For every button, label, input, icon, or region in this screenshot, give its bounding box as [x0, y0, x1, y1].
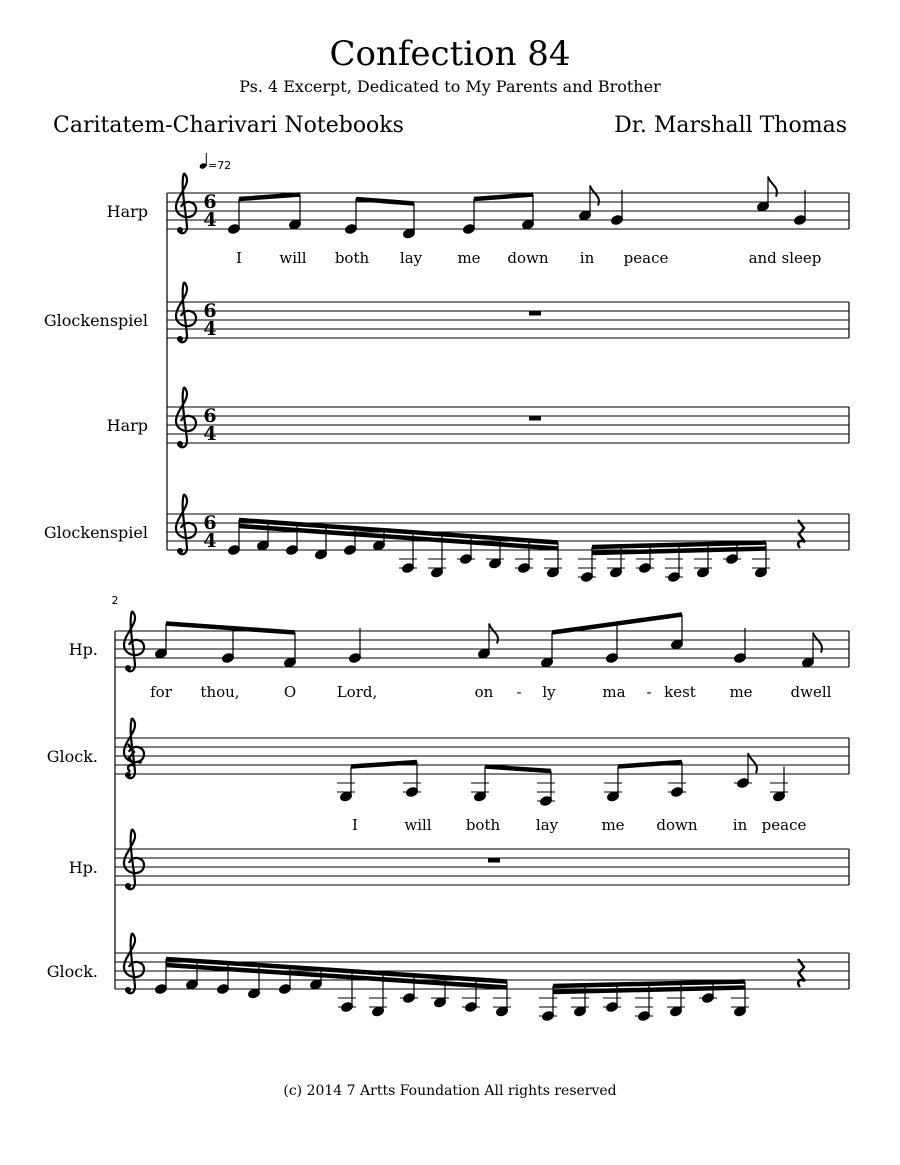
treble-clef-stroke — [176, 282, 196, 342]
lyric-syllable: lay — [535, 816, 559, 834]
note-beam — [553, 988, 745, 993]
quarter-rest-icon — [798, 959, 805, 987]
treble-clef-icon — [124, 611, 144, 671]
treble-clef-stroke — [176, 494, 196, 554]
lyric-syllable: both — [465, 816, 501, 834]
lyric-syllable: peace — [623, 249, 669, 267]
quarter-rest-icon — [798, 520, 805, 548]
instrument-label: Harp — [106, 416, 148, 435]
time-signature-denominator: 4 — [203, 318, 217, 340]
lyric-syllable: will — [404, 816, 432, 834]
treble-clef-dot — [177, 548, 183, 554]
time-signature-numerator: 6 — [203, 191, 217, 213]
lyric-syllable: - — [646, 683, 652, 701]
whole-rest-icon — [529, 311, 541, 316]
lyric-syllable: O — [283, 683, 297, 701]
instrument-label: Hp. — [68, 858, 98, 877]
composer-name: Dr. Marshall Thomas — [614, 113, 847, 138]
treble-clef-stroke — [124, 718, 144, 778]
note-beam — [474, 195, 533, 200]
note-beam — [356, 199, 414, 204]
lyric-syllable: I — [236, 249, 242, 267]
instrument-label: Hp. — [68, 640, 98, 659]
treble-clef-dot — [125, 883, 131, 889]
treble-clef-stroke — [124, 611, 144, 671]
treble-clef-dot — [177, 336, 183, 342]
lyric-syllable: peace — [761, 816, 807, 834]
lyric-syllable: down — [656, 816, 698, 834]
lyric-syllable: thou, — [200, 683, 240, 701]
treble-clef-icon — [124, 829, 144, 889]
instrument-label: Harp — [106, 202, 148, 221]
whole-rest-icon — [529, 416, 541, 421]
lyric-syllable: both — [334, 249, 370, 267]
note-beam — [485, 767, 551, 772]
lyric-syllable: will — [279, 249, 307, 267]
lyric-syllable: - — [516, 683, 522, 701]
note-beam — [592, 549, 766, 554]
lyric-syllable: on — [474, 683, 494, 701]
treble-clef-icon — [176, 387, 196, 447]
measure-number: 2 — [111, 594, 119, 607]
instrument-label: Glock. — [46, 747, 98, 766]
time-signature-numerator: 6 — [203, 405, 217, 427]
treble-clef-stroke — [124, 933, 144, 993]
lyric-syllable: me — [729, 683, 753, 701]
time-signature-denominator: 4 — [203, 209, 217, 231]
note-beam — [351, 762, 417, 767]
time-signature-denominator: 4 — [203, 530, 217, 552]
time-signature-numerator: 6 — [203, 300, 217, 322]
instrument-label: Glock. — [46, 962, 98, 981]
lyric-syllable: in — [732, 816, 748, 834]
lyric-syllable: and sleep — [748, 249, 822, 267]
treble-clef-stroke — [176, 173, 196, 233]
score-subtitle: Ps. 4 Excerpt, Dedicated to My Parents and Brother — [239, 77, 661, 96]
note-beam — [239, 195, 300, 200]
lyric-syllable: dwell — [790, 683, 832, 701]
treble-clef-icon — [176, 173, 196, 233]
treble-clef-stroke — [176, 387, 196, 447]
lyric-syllable: Lord, — [336, 683, 378, 701]
lyric-syllable: ma — [602, 683, 626, 701]
treble-clef-icon — [176, 282, 196, 342]
note-beam — [592, 543, 766, 548]
lyric-syllable: me — [457, 249, 481, 267]
dot-icon — [138, 760, 142, 764]
treble-clef-dot — [125, 987, 131, 993]
lyric-syllable: I — [352, 816, 358, 834]
instrument-label: Glockenspiel — [43, 311, 148, 330]
lyric-syllable: ly — [542, 683, 556, 701]
treble-clef-dot — [177, 227, 183, 233]
lyric-syllable: me — [601, 816, 625, 834]
treble-clef-icon — [124, 933, 144, 993]
lyric-syllable: down — [507, 249, 549, 267]
time-signature-denominator: 4 — [203, 423, 217, 445]
treble-clef-stroke — [124, 829, 144, 889]
treble-clef-dot — [125, 772, 131, 778]
treble-clef-icon — [176, 494, 196, 554]
treble-clef-icon — [124, 718, 144, 778]
copyright-notice: (c) 2014 7 Artts Foundation All rights reserved — [283, 1083, 617, 1099]
note-beam — [553, 982, 745, 987]
note-beam — [618, 762, 682, 767]
whole-rest-icon — [488, 858, 500, 863]
tempo-marking: =72 — [208, 159, 232, 172]
lyric-syllable: kest — [664, 683, 696, 701]
treble-clef-dot — [125, 665, 131, 671]
collection-name: Caritatem-Charivari Notebooks — [53, 113, 404, 138]
lyric-syllable: in — [579, 249, 595, 267]
treble-clef-dot — [177, 441, 183, 447]
instrument-label: Glockenspiel — [43, 523, 148, 542]
lyric-syllable: for — [150, 683, 172, 701]
time-signature-numerator: 6 — [203, 512, 217, 534]
lyric-syllable: lay — [399, 249, 423, 267]
score-title: Confection 84 — [329, 34, 571, 74]
